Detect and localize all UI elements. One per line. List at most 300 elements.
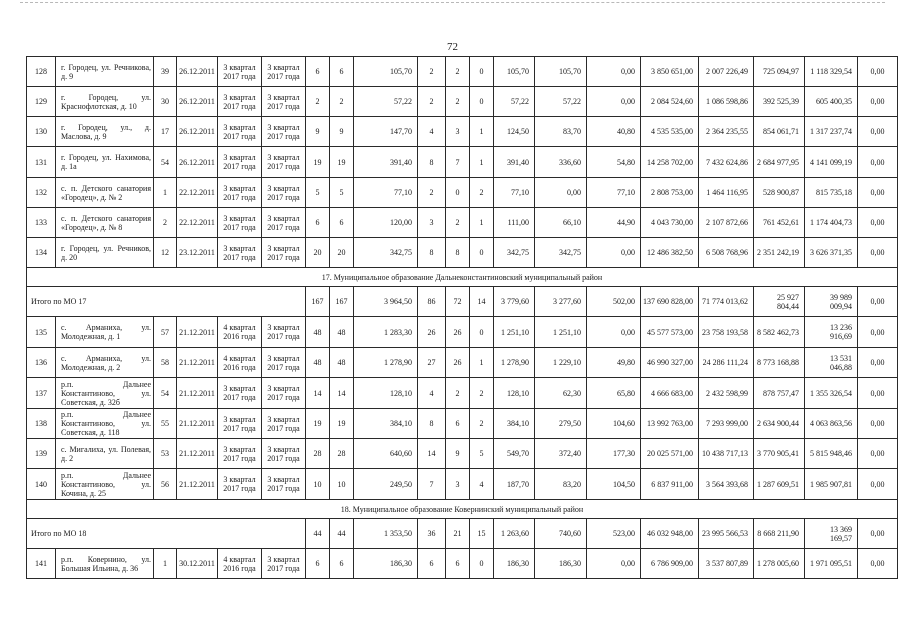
recognition-date: 21.12.2011: [177, 409, 218, 439]
cell-c16: 23 995 566,53: [699, 519, 754, 549]
cell-c7: 167: [330, 287, 354, 317]
cell-c8: 128,10: [354, 378, 418, 409]
cell-c13: 105,70: [535, 57, 587, 87]
cell-c14: 44,90: [587, 208, 641, 238]
table-row: [27, 87, 898, 117]
cell-c17: 854 061,71: [754, 117, 805, 147]
cell-c17: 8 668 211,90: [754, 519, 805, 549]
section-title: 17. Муниципальное образование Дальнеконстантиновский муниципальный район: [27, 268, 898, 287]
cell-c10: 8: [446, 238, 470, 268]
recognition-date: 21.12.2011: [177, 317, 218, 348]
document-number: 1: [154, 549, 177, 579]
cell-c13: 83,20: [535, 469, 587, 500]
document-number: 12: [154, 238, 177, 268]
cell-c9: 2: [418, 87, 446, 117]
cell-c17: 2 684 977,95: [754, 147, 805, 178]
recognition-date: 26.12.2011: [177, 117, 218, 147]
cell-c13: 740,60: [535, 519, 587, 549]
cell-c15: 2 808 753,00: [641, 178, 699, 208]
cell-c8: 57,22: [354, 87, 418, 117]
cell-c12: 1 263,60: [494, 519, 535, 549]
cell-c12: 391,40: [494, 147, 535, 178]
cell-c11: 2: [470, 378, 494, 409]
cell-c15: 20 025 571,00: [641, 439, 699, 469]
cell-c19: 0,00: [858, 409, 898, 439]
recognition-date: 23.12.2011: [177, 238, 218, 268]
cell-c6: 44: [306, 519, 330, 549]
resettlement-period: 3 квартал 2017 года: [262, 549, 306, 579]
cell-c10: 7: [446, 147, 470, 178]
resettlement-period: 3 квартал 2017 года: [262, 57, 306, 87]
cell-c12: 549,70: [494, 439, 535, 469]
cell-c15: 45 577 573,00: [641, 317, 699, 348]
cell-c18: 1 317 237,74: [805, 117, 858, 147]
cell-c19: 0,00: [858, 57, 898, 87]
recognition-date: 22.12.2011: [177, 208, 218, 238]
cell-c13: 66,10: [535, 208, 587, 238]
cell-c10: 26: [446, 348, 470, 378]
cell-c6: 2: [306, 87, 330, 117]
cell-c6: 28: [306, 439, 330, 469]
cell-c10: 2: [446, 57, 470, 87]
resettlement-period: 3 квартал 2017 года: [262, 178, 306, 208]
cell-c7: 48: [330, 348, 354, 378]
cell-c8: 1 353,50: [354, 519, 418, 549]
cell-c17: 2 351 242,19: [754, 238, 805, 268]
cell-c7: 9: [330, 117, 354, 147]
cell-c17: 761 452,61: [754, 208, 805, 238]
cell-c17: 1 287 609,51: [754, 469, 805, 500]
row-number: 130: [27, 117, 56, 147]
recognition-date: 30.12.2011: [177, 549, 218, 579]
document-number: 55: [154, 409, 177, 439]
row-number: 141: [27, 549, 56, 579]
cell-c14: 104,60: [587, 409, 641, 439]
document-number: 57: [154, 317, 177, 348]
cell-c9: 8: [418, 147, 446, 178]
cell-c12: 57,22: [494, 87, 535, 117]
row-number: 134: [27, 238, 56, 268]
resettlement-period: 3 квартал 2017 года: [262, 348, 306, 378]
table-row: [27, 117, 898, 147]
cell-c7: 19: [330, 409, 354, 439]
building-address: с. Мигалиха, ул. Полевая, д. 2: [56, 439, 154, 469]
cell-c9: 86: [418, 287, 446, 317]
cell-c14: 177,30: [587, 439, 641, 469]
cell-c11: 2: [470, 409, 494, 439]
cell-c19: 0,00: [858, 287, 898, 317]
cell-c12: 77,10: [494, 178, 535, 208]
cell-c8: 120,00: [354, 208, 418, 238]
cell-c19: 0,00: [858, 549, 898, 579]
cell-c10: 6: [446, 549, 470, 579]
cell-c11: 1: [470, 348, 494, 378]
row-number: 132: [27, 178, 56, 208]
resettlement-period: 3 квартал 2017 года: [262, 409, 306, 439]
cell-c19: 0,00: [858, 238, 898, 268]
subtotal-row: [27, 519, 898, 549]
cell-c7: 44: [330, 519, 354, 549]
building-address: р.п. Дальнее Константиново, ул. Советская, д. 32б: [56, 378, 154, 409]
cell-c15: 4 535 535,00: [641, 117, 699, 147]
cell-c9: 6: [418, 549, 446, 579]
cell-c16: 7 293 999,00: [699, 409, 754, 439]
building-address: г. Городец, ул. Речников, д. 20: [56, 238, 154, 268]
cell-c18: 1 174 404,73: [805, 208, 858, 238]
cell-c7: 28: [330, 439, 354, 469]
cell-c10: 3: [446, 117, 470, 147]
cell-c15: 13 992 763,00: [641, 409, 699, 439]
cell-c11: 5: [470, 439, 494, 469]
table-row: [27, 208, 898, 238]
cell-c17: 25 927 804,44: [754, 287, 805, 317]
document-number: 30: [154, 87, 177, 117]
cell-c15: 14 258 702,00: [641, 147, 699, 178]
cell-c8: 1 283,30: [354, 317, 418, 348]
building-address: с. п. Детского санатория «Городец», д. № 8: [56, 208, 154, 238]
cell-c10: 21: [446, 519, 470, 549]
planned-period: 3 квартал 2017 года: [218, 238, 262, 268]
cell-c10: 2: [446, 208, 470, 238]
planned-period: 3 квартал 2017 года: [218, 439, 262, 469]
cell-c18: 39 989 009,94: [805, 287, 858, 317]
cell-c9: 7: [418, 469, 446, 500]
table-row: [27, 378, 898, 409]
cell-c10: 9: [446, 439, 470, 469]
cell-c10: 2: [446, 87, 470, 117]
cell-c8: 640,60: [354, 439, 418, 469]
cell-c12: 384,10: [494, 409, 535, 439]
cell-c11: 4: [470, 469, 494, 500]
cell-c9: 26: [418, 317, 446, 348]
cell-c11: 0: [470, 549, 494, 579]
subtotal-row: [27, 287, 898, 317]
cell-c12: 124,50: [494, 117, 535, 147]
cell-c11: 1: [470, 147, 494, 178]
cell-c9: 8: [418, 409, 446, 439]
recognition-date: 26.12.2011: [177, 147, 218, 178]
housing-program-table: [26, 56, 898, 579]
resettlement-period: 3 квартал 2017 года: [262, 238, 306, 268]
planned-period: 3 квартал 2017 года: [218, 469, 262, 500]
cell-c17: 878 757,47: [754, 378, 805, 409]
cell-c16: 7 432 624,86: [699, 147, 754, 178]
cell-c9: 3: [418, 208, 446, 238]
cell-c16: 2 432 598,99: [699, 378, 754, 409]
row-number: 135: [27, 317, 56, 348]
cell-c7: 48: [330, 317, 354, 348]
cell-c6: 19: [306, 409, 330, 439]
cell-c16: 6 508 768,96: [699, 238, 754, 268]
cell-c6: 9: [306, 117, 330, 147]
cell-c14: 0,00: [587, 317, 641, 348]
cell-c6: 14: [306, 378, 330, 409]
document-number: 1: [154, 178, 177, 208]
cell-c8: 186,30: [354, 549, 418, 579]
cell-c11: 0: [470, 238, 494, 268]
cell-c8: 3 964,50: [354, 287, 418, 317]
cell-c18: 815 735,18: [805, 178, 858, 208]
cell-c14: 40,80: [587, 117, 641, 147]
cell-c13: 3 277,60: [535, 287, 587, 317]
cell-c16: 2 107 872,66: [699, 208, 754, 238]
building-address: г. Городец, ул. Речникова, д. 9: [56, 57, 154, 87]
building-address: г. Городец, ул. Краснофлотская, д. 10: [56, 87, 154, 117]
cell-c12: 128,10: [494, 378, 535, 409]
cell-c16: 24 286 111,24: [699, 348, 754, 378]
cell-c15: 46 990 327,00: [641, 348, 699, 378]
resettlement-period: 3 квартал 2017 года: [262, 317, 306, 348]
cell-c8: 391,40: [354, 147, 418, 178]
cell-c8: 105,70: [354, 57, 418, 87]
cell-c19: 0,00: [858, 317, 898, 348]
cell-c9: 4: [418, 117, 446, 147]
cell-c18: 1 118 329,54: [805, 57, 858, 87]
cell-c14: 104,50: [587, 469, 641, 500]
cell-c13: 342,75: [535, 238, 587, 268]
planned-period: 3 квартал 2017 года: [218, 208, 262, 238]
planned-period: 3 квартал 2017 года: [218, 378, 262, 409]
cell-c15: 4 043 730,00: [641, 208, 699, 238]
cell-c6: 167: [306, 287, 330, 317]
cell-c9: 2: [418, 178, 446, 208]
cell-c13: 83,70: [535, 117, 587, 147]
cell-c13: 1 229,10: [535, 348, 587, 378]
row-number: 129: [27, 87, 56, 117]
table-row: [27, 238, 898, 268]
cell-c19: 0,00: [858, 117, 898, 147]
planned-period: 3 квартал 2017 года: [218, 57, 262, 87]
document-number: 56: [154, 469, 177, 500]
cell-c19: 0,00: [858, 469, 898, 500]
building-address: р.п. Дальнее Константиново, ул. Советская, д. 118: [56, 409, 154, 439]
cell-c16: 1 464 116,95: [699, 178, 754, 208]
document-number: 54: [154, 147, 177, 178]
row-number: 128: [27, 57, 56, 87]
cell-c12: 3 779,60: [494, 287, 535, 317]
building-address: с. п. Детского санатория «Городец», д. № 2: [56, 178, 154, 208]
cell-c8: 147,70: [354, 117, 418, 147]
table-row: [27, 317, 898, 348]
row-number: 139: [27, 439, 56, 469]
building-address: с. Арманиха, ул. Молодежная, д. 1: [56, 317, 154, 348]
cell-c9: 36: [418, 519, 446, 549]
cell-c12: 105,70: [494, 57, 535, 87]
cell-c11: 1: [470, 208, 494, 238]
resettlement-period: 3 квартал 2017 года: [262, 208, 306, 238]
resettlement-period: 3 квартал 2017 года: [262, 378, 306, 409]
planned-period: 3 квартал 2017 года: [218, 178, 262, 208]
cell-c18: 13 369 169,57: [805, 519, 858, 549]
cell-c7: 20: [330, 238, 354, 268]
row-number: 136: [27, 348, 56, 378]
building-address: р.п. Дальнее Константиново, ул. Кочина, д. 25: [56, 469, 154, 500]
cell-c11: 15: [470, 519, 494, 549]
cell-c16: 2 007 226,49: [699, 57, 754, 87]
cell-c7: 14: [330, 378, 354, 409]
cell-c8: 77,10: [354, 178, 418, 208]
cell-c17: 725 094,97: [754, 57, 805, 87]
cell-c17: 1 278 005,60: [754, 549, 805, 579]
cell-c7: 6: [330, 549, 354, 579]
cell-c7: 5: [330, 178, 354, 208]
cell-c17: 528 900,87: [754, 178, 805, 208]
cell-c18: 4 141 099,19: [805, 147, 858, 178]
recognition-date: 22.12.2011: [177, 178, 218, 208]
cell-c11: 2: [470, 178, 494, 208]
cell-c6: 6: [306, 549, 330, 579]
cell-c6: 20: [306, 238, 330, 268]
cell-c14: 0,00: [587, 87, 641, 117]
planned-period: 3 квартал 2017 года: [218, 117, 262, 147]
cell-c9: 8: [418, 238, 446, 268]
document-number: 2: [154, 208, 177, 238]
cell-c19: 0,00: [858, 147, 898, 178]
cell-c9: 4: [418, 378, 446, 409]
table-row: [27, 348, 898, 378]
row-number: 140: [27, 469, 56, 500]
cell-c11: 0: [470, 317, 494, 348]
cell-c18: 1 355 326,54: [805, 378, 858, 409]
cell-c13: 372,40: [535, 439, 587, 469]
cell-c7: 19: [330, 147, 354, 178]
cell-c17: 392 525,39: [754, 87, 805, 117]
cell-c6: 19: [306, 147, 330, 178]
cell-c12: 342,75: [494, 238, 535, 268]
cell-c17: 3 770 905,41: [754, 439, 805, 469]
cell-c7: 2: [330, 87, 354, 117]
cell-c15: 6 837 911,00: [641, 469, 699, 500]
row-number: 133: [27, 208, 56, 238]
recognition-date: 26.12.2011: [177, 87, 218, 117]
subtotal-label: Итого по МО 17: [27, 287, 306, 317]
cell-c16: 23 758 193,58: [699, 317, 754, 348]
cell-c14: 65,80: [587, 378, 641, 409]
cell-c14: 0,00: [587, 238, 641, 268]
cell-c8: 1 278,90: [354, 348, 418, 378]
cell-c9: 2: [418, 57, 446, 87]
top-border-rule: [20, 2, 885, 3]
cell-c18: 3 626 371,35: [805, 238, 858, 268]
cell-c8: 249,50: [354, 469, 418, 500]
cell-c12: 1 251,10: [494, 317, 535, 348]
cell-c15: 3 850 651,00: [641, 57, 699, 87]
document-number: 58: [154, 348, 177, 378]
cell-c12: 111,00: [494, 208, 535, 238]
cell-c16: 71 774 013,62: [699, 287, 754, 317]
cell-c15: 6 786 909,00: [641, 549, 699, 579]
cell-c16: 2 364 235,55: [699, 117, 754, 147]
cell-c11: 14: [470, 287, 494, 317]
cell-c13: 57,22: [535, 87, 587, 117]
building-address: г. Городец, ул. Нахимова, д. 1а: [56, 147, 154, 178]
cell-c14: 0,00: [587, 549, 641, 579]
cell-c13: 1 251,10: [535, 317, 587, 348]
cell-c16: 3 564 393,68: [699, 469, 754, 500]
cell-c19: 0,00: [858, 208, 898, 238]
planned-period: 3 квартал 2017 года: [218, 147, 262, 178]
cell-c11: 0: [470, 57, 494, 87]
cell-c6: 6: [306, 57, 330, 87]
cell-c19: 0,00: [858, 519, 898, 549]
cell-c10: 26: [446, 317, 470, 348]
cell-c12: 186,30: [494, 549, 535, 579]
resettlement-period: 3 квартал 2017 года: [262, 87, 306, 117]
cell-c16: 1 086 598,86: [699, 87, 754, 117]
cell-c17: 2 634 900,44: [754, 409, 805, 439]
cell-c12: 187,70: [494, 469, 535, 500]
cell-c12: 1 278,90: [494, 348, 535, 378]
table-row: [27, 549, 898, 579]
cell-c19: 0,00: [858, 178, 898, 208]
cell-c13: 186,30: [535, 549, 587, 579]
cell-c13: 62,30: [535, 378, 587, 409]
cell-c15: 46 032 948,00: [641, 519, 699, 549]
cell-c6: 10: [306, 469, 330, 500]
table-row: [27, 178, 898, 208]
cell-c14: 49,80: [587, 348, 641, 378]
planned-period: 4 квартал 2016 года: [218, 317, 262, 348]
row-number: 131: [27, 147, 56, 178]
document-number: 53: [154, 439, 177, 469]
cell-c10: 6: [446, 409, 470, 439]
section-header-row: [27, 500, 898, 519]
resettlement-period: 3 квартал 2017 года: [262, 117, 306, 147]
planned-period: 4 квартал 2016 года: [218, 348, 262, 378]
section-header-row: [27, 268, 898, 287]
building-address: с. Арманиха, ул. Молодежная, д. 2: [56, 348, 154, 378]
recognition-date: 26.12.2011: [177, 57, 218, 87]
cell-c13: 279,50: [535, 409, 587, 439]
recognition-date: 21.12.2011: [177, 348, 218, 378]
cell-c6: 48: [306, 317, 330, 348]
cell-c16: 3 537 807,89: [699, 549, 754, 579]
cell-c10: 0: [446, 178, 470, 208]
cell-c10: 3: [446, 469, 470, 500]
page-number: 72: [447, 41, 458, 53]
cell-c17: 8 582 462,73: [754, 317, 805, 348]
cell-c19: 0,00: [858, 348, 898, 378]
cell-c8: 342,75: [354, 238, 418, 268]
cell-c18: 605 400,35: [805, 87, 858, 117]
cell-c19: 0,00: [858, 439, 898, 469]
table-row: [27, 409, 898, 439]
cell-c14: 0,00: [587, 57, 641, 87]
row-number: 137: [27, 378, 56, 409]
cell-c9: 14: [418, 439, 446, 469]
cell-c14: 54,80: [587, 147, 641, 178]
cell-c6: 6: [306, 208, 330, 238]
table-row: [27, 147, 898, 178]
building-address: р.п. Ковернино, ул. Большая Ильина, д. 36: [56, 549, 154, 579]
table-row: [27, 469, 898, 500]
cell-c10: 72: [446, 287, 470, 317]
cell-c14: 523,00: [587, 519, 641, 549]
cell-c18: 5 815 948,46: [805, 439, 858, 469]
row-number: 138: [27, 409, 56, 439]
cell-c9: 27: [418, 348, 446, 378]
document-number: 54: [154, 378, 177, 409]
cell-c19: 0,00: [858, 87, 898, 117]
cell-c11: 1: [470, 117, 494, 147]
building-address: г. Городец, ул., д. Маслова, д. 9: [56, 117, 154, 147]
cell-c18: 13 531 046,88: [805, 348, 858, 378]
section-title: 18. Муниципальное образование Ковернинский муниципальный район: [27, 500, 898, 519]
recognition-date: 21.12.2011: [177, 439, 218, 469]
cell-c11: 0: [470, 87, 494, 117]
cell-c10: 2: [446, 378, 470, 409]
cell-c15: 2 084 524,60: [641, 87, 699, 117]
